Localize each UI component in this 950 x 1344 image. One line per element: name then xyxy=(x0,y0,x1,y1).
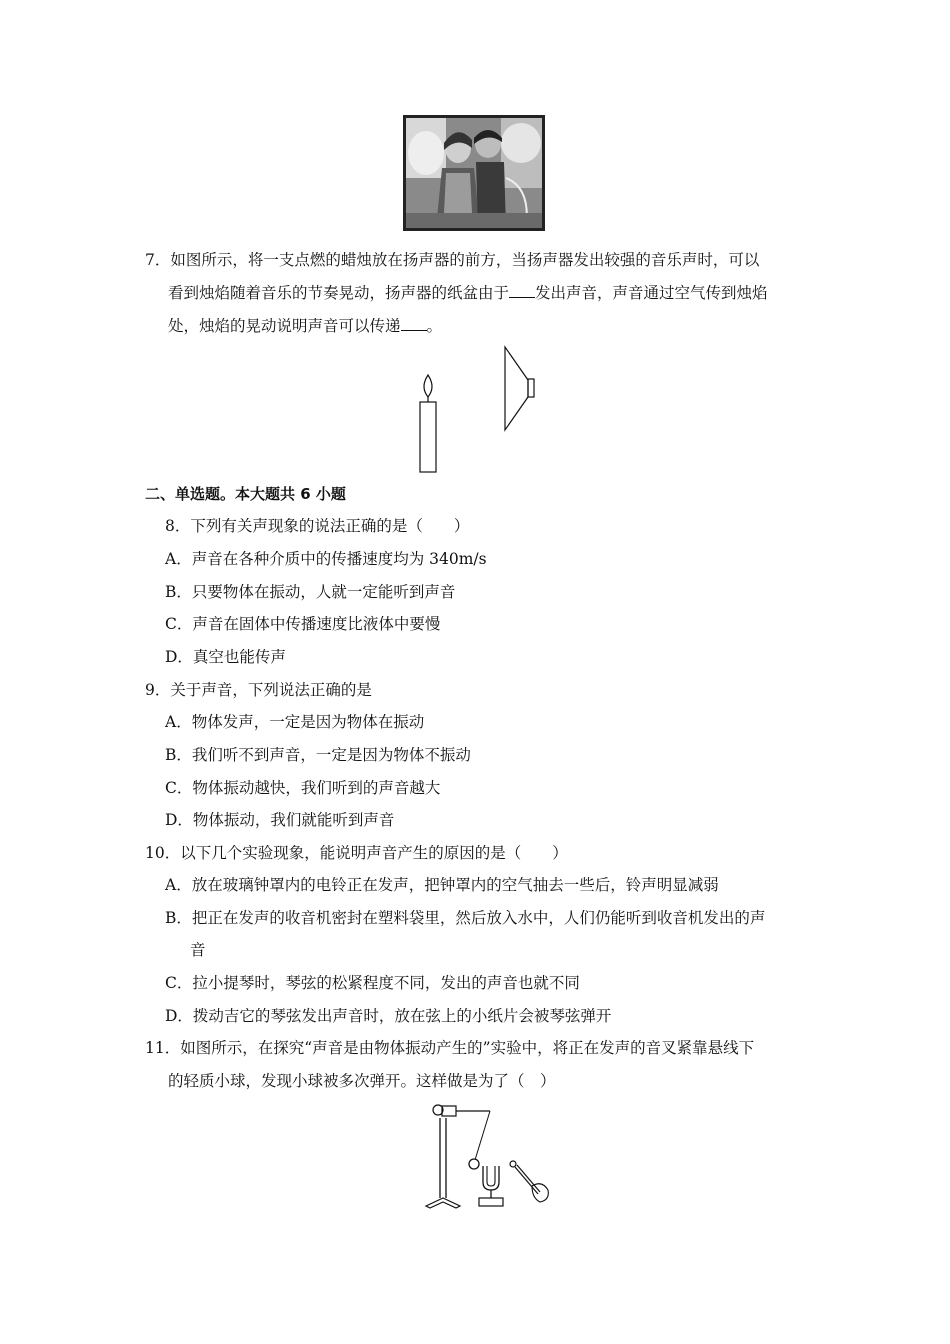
q7-line-3-text: 处，烛焰的晃动说明声音可以传递 xyxy=(168,317,401,335)
q11-line-2: 的轻质小球，发现小球被多次弹开。这样做是为了（ ） xyxy=(168,1072,556,1090)
candle-illustration xyxy=(420,375,436,472)
q7-line-3 xyxy=(168,314,442,338)
q9-option-d: D．物体振动，我们就能听到声音 xyxy=(165,811,395,829)
q11-line-1: 11．如图所示，在探究“声音是由物体振动产生的”实验中，将正在发声的音叉紧靠悬线下 xyxy=(145,1039,755,1057)
q10-option-d: D．拨动吉它的琴弦发出声音时，放在弦上的小纸片会被琴弦弹开 xyxy=(165,1007,612,1025)
q9-stem: 9．关于声音，下列说法正确的是 xyxy=(145,681,372,699)
q10-stem: 10．以下几个实验现象，能说明声音产生的原因的是（ ） xyxy=(145,844,568,862)
q7-line-1: 7．如图所示，将一支点燃的蜡烛放在扬声器的前方，当扬声器发出较强的音乐声时，可以 xyxy=(145,251,760,269)
q7-blank-2 xyxy=(401,316,427,331)
q7-line-3-end: 。 xyxy=(426,317,443,335)
children-photo-image xyxy=(406,118,542,228)
q7-line-2-text: 看到烛焰随着音乐的节奏晃动，扬声器的纸盆由于 xyxy=(168,284,510,302)
q9-option-a: A．物体发声，一定是因为物体在振动 xyxy=(165,713,425,731)
q9-option-b: B．我们听不到声音，一定是因为物体不振动 xyxy=(165,746,471,764)
q8-stem: 8．下列有关声现象的说法正确的是（ ） xyxy=(165,517,470,535)
q7-line-2-rest: 发出声音，声音通过空气传到烛焰 xyxy=(535,284,768,302)
q10-option-c: C．拉小提琴时，琴弦的松紧程度不同，发出的声音也就不同 xyxy=(165,974,580,992)
q8-option-c: C．声音在固体中传播速度比液体中要慢 xyxy=(165,615,441,633)
speaker-illustration xyxy=(505,347,534,430)
q7-blank-1 xyxy=(509,283,535,298)
q8-option-d: D．真空也能传声 xyxy=(165,648,286,666)
q10-option-a: A．放在玻璃钟罩内的电铃正在发声，把钟罩内的空气抽去一些后，铃声明显减弱 xyxy=(165,876,719,894)
tuning-fork-illustration xyxy=(479,1166,503,1206)
stand-illustration xyxy=(426,1105,490,1208)
q10-option-b: B．把正在发声的收音机密封在塑料袋里，然后放入水中，人们仍能听到收音机发出的声 xyxy=(165,909,766,927)
q8-option-b: B．只要物体在振动，人就一定能听到声音 xyxy=(165,583,456,601)
candle-speaker-figure xyxy=(410,345,550,475)
q10-option-b-cont: 音 xyxy=(190,941,206,959)
q8-option-a: A．声音在各种介质中的传播速度均为 340m/s xyxy=(165,550,487,568)
q7-line-2 xyxy=(168,281,768,305)
mallet-hand-illustration xyxy=(510,1161,548,1202)
section-2-title: 二、单选题。本大题共 6 小题 xyxy=(145,485,346,503)
children-photo xyxy=(403,115,545,231)
tuning-fork-figure xyxy=(420,1098,560,1218)
q9-option-c: C．物体振动越快，我们听到的声音越大 xyxy=(165,779,441,797)
pendulum-ball xyxy=(469,1111,490,1169)
